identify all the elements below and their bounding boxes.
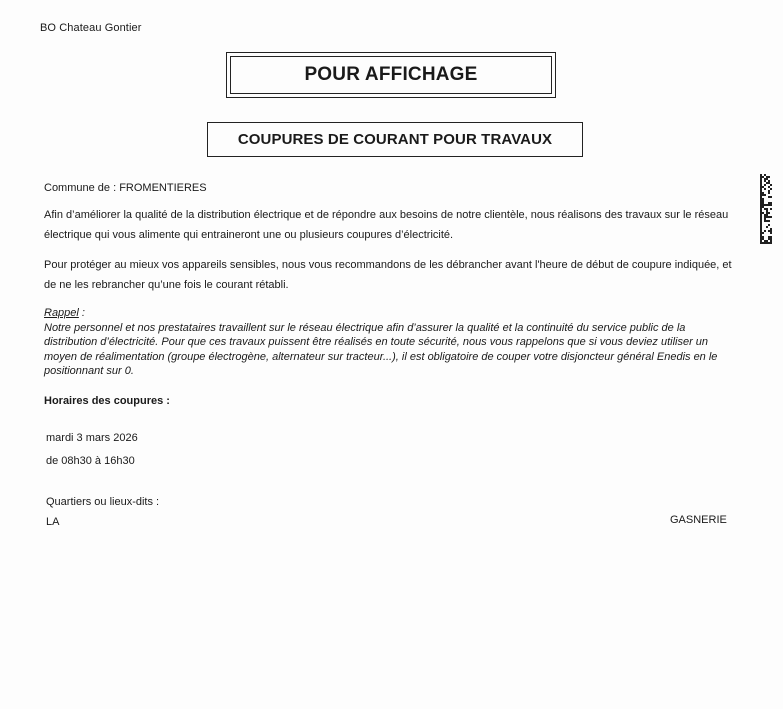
subtitle: COUPURES DE COURANT POUR TRAVAUX (237, 131, 553, 148)
location-right: GASNERIE (670, 514, 727, 526)
commune-line: Commune de : FROMENTIERES (44, 182, 207, 194)
advice-paragraph: Pour protéger au mieux vos appareils sensibles, nous vous recommandons de les débrancher avant l'heure de début de coupure indiquée, et de ne les rebrancher qu’une fois le courant rétabli. (44, 259, 732, 291)
datamatrix-barcode-icon (760, 174, 772, 244)
intro-paragraph: Afin d’améliorer la qualité de la distribution électrique et de répondre aux besoins de notre clientèle, nous réalisons des travaux sur le réseau électrique qui vous alimente qui entraineront une ou plusieurs coupures d’électricité. (44, 209, 729, 241)
locations-heading: Quartiers ou lieux-dits : (46, 496, 160, 508)
reminder-heading (44, 306, 724, 321)
reminder-label: Rappel (44, 307, 79, 319)
subtitle-box (207, 122, 583, 157)
reminder-text: Notre personnel et nos prestataires travaillent sur le réseau électrique afin d’assurer la qualité et la continuité du service public de la distribution d’électricité. Pour que ces travaux puissent être réalisés en toute sécurité, nous vous rappelons que si vous deviez utiliser un moyen de réalimentation (groupe électrogène, alternateur sur tracteur...), il est obligatoire de couper votre disjoncteur général Enedis en le positionnant sur 0. (44, 321, 718, 377)
location-left: LA (46, 516, 60, 528)
main-title-box (226, 52, 556, 98)
outage-time: de 08h30 à 16h30 (46, 455, 135, 467)
schedule-heading: Horaires des coupures : (44, 395, 170, 407)
outage-date: mardi 3 mars 2026 (46, 432, 138, 444)
reminder-colon: : (78, 307, 85, 319)
sender-office: BO Chateau Gontier (40, 22, 142, 34)
reminder-block (44, 306, 724, 379)
main-title: POUR AFFICHAGE (304, 64, 478, 85)
